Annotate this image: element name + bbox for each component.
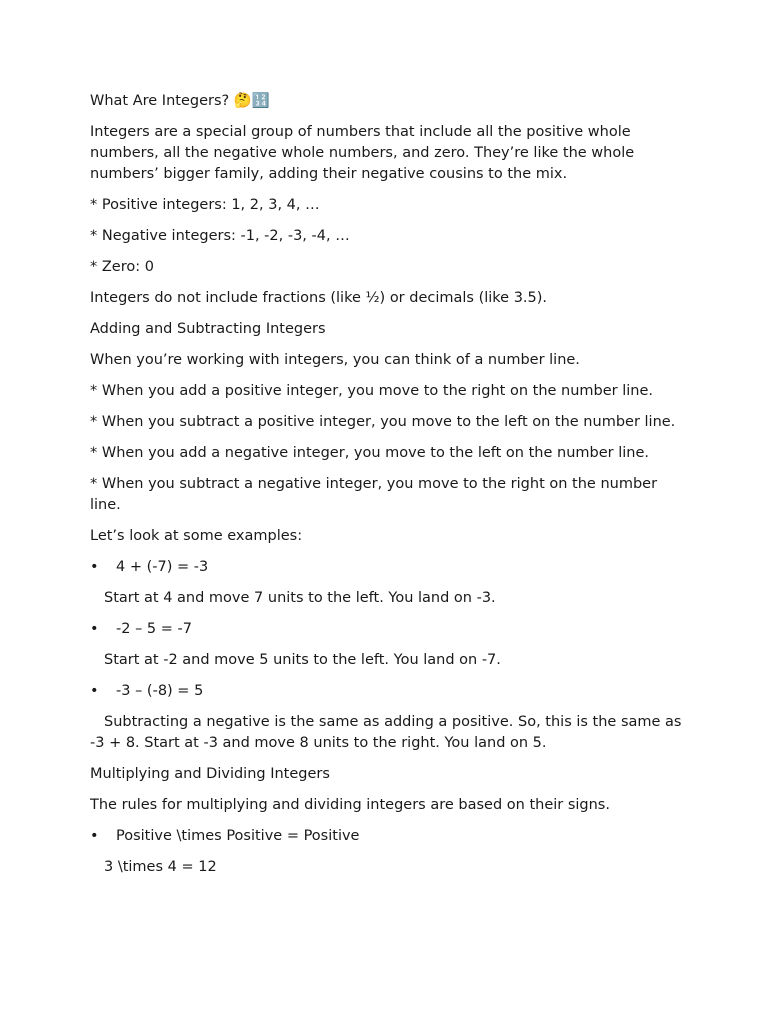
rule-subtract-positive: * When you subtract a positive integer, you move to the left on the number line.	[90, 414, 676, 430]
example-3-explanation: Subtracting a negative is the same as adding a positive. So, this is the same as -3 + 8. Start at -3 and move 8 units to the right. You land on 5.	[90, 714, 682, 751]
number-line-paragraph: When you’re working with integers, you can think of a number line.	[90, 352, 580, 368]
bullet-icon: •	[90, 621, 99, 637]
example-2	[90, 619, 690, 640]
rule-add-negative: * When you add a negative integer, you move to the left on the number line.	[90, 445, 649, 461]
intro-paragraph: Integers are a special group of numbers that include all the positive whole numbers, all the negative whole numbers, and zero. They’re like the whole numbers’ bigger family, adding their negative cousins to the mix.	[90, 124, 635, 182]
example-2-equation: -2 – 5 = -7	[116, 621, 192, 637]
example-4-explanation: 3 \times 4 = 12	[104, 859, 217, 875]
example-1-explanation: Start at 4 and move 7 units to the left. You land on -3.	[104, 590, 496, 606]
section-heading-multiply-divide: Multiplying and Dividing Integers	[90, 766, 330, 782]
example-4	[90, 826, 690, 847]
list-item-zero: * Zero: 0	[90, 259, 154, 275]
example-4-rule: Positive \times Positive = Positive	[116, 828, 360, 844]
exclusion-paragraph: Integers do not include fractions (like ½) or decimals (like 3.5).	[90, 290, 548, 306]
section-heading-add-subtract: Adding and Subtracting Integers	[90, 321, 326, 337]
example-3	[90, 681, 690, 702]
example-3-equation: -3 – (-8) = 5	[116, 683, 204, 699]
bullet-icon: •	[90, 559, 99, 575]
rule-add-positive: * When you add a positive integer, you move to the right on the number line.	[90, 383, 654, 399]
list-item-positive: * Positive integers: 1, 2, 3, 4, …	[90, 197, 320, 213]
examples-intro: Let’s look at some examples:	[90, 528, 303, 544]
multiply-divide-intro: The rules for multiplying and dividing integers are based on their signs.	[90, 797, 610, 813]
document-body	[90, 91, 690, 888]
rule-subtract-negative: * When you subtract a negative integer, you move to the right on the number line.	[90, 476, 658, 513]
example-1	[90, 557, 690, 578]
bullet-icon: •	[90, 828, 99, 844]
example-2-explanation: Start at -2 and move 5 units to the left. You land on -7.	[104, 652, 501, 668]
list-item-negative: * Negative integers: -1, -2, -3, -4, …	[90, 228, 350, 244]
bullet-icon: •	[90, 683, 99, 699]
page-title: What Are Integers? 🤔🔢	[90, 93, 270, 109]
example-1-equation: 4 + (-7) = -3	[116, 559, 209, 575]
